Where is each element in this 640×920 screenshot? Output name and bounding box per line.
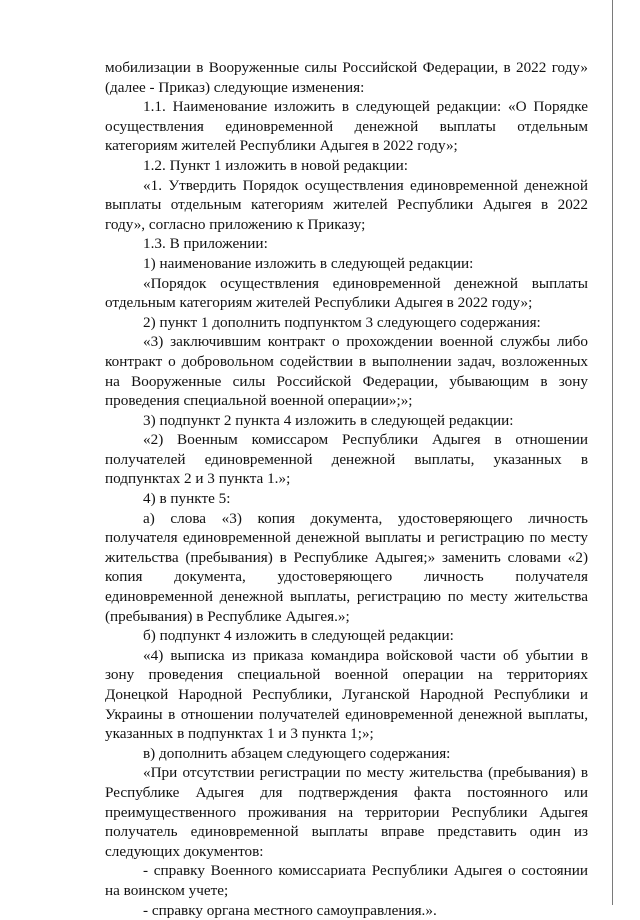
document-body xyxy=(105,58,588,920)
paragraph: «3) заключившим контракт о прохождении военной службы либо контракт о добровольном содействии в выполнении задач, возложенных на Вооруженные силы Российской Федерации, убывающим в зону проведения специальной военной операции»;»; xyxy=(105,333,588,410)
paragraph: 1) наименование изложить в следующей редакции: xyxy=(143,254,474,272)
paragraph: б) подпункт 4 изложить в следующей редакции: xyxy=(143,627,454,645)
paragraph: 1.1. Наименование изложить в следующей редакции: «О Порядке осуществления единовременной денежной выплаты отдельным категориям жителей Республики Адыгея в 2022 году»; xyxy=(105,98,588,155)
paragraph: «4) выписка из приказа командира войсковой части об убытии в зону проведения специальной военной операции на территориях Донецкой Народной Республики, Луганской Народной Республики и Украины в отношении получателей единовременной денежной выплаты, указанных в подпунктах 1 и 3 пункта 1;»; xyxy=(105,646,588,743)
paragraph: 2) пункт 1 дополнить подпунктом 3 следующего содержания: xyxy=(143,313,541,331)
paragraph: 3) подпункт 2 пункта 4 изложить в следующей редакции: xyxy=(143,411,514,429)
paragraph: а) слова «3) копия документа, удостоверяющего личность получателя единовременной денежной выплаты и регистрацию по месту жительства (пребывания) в Республике Адыгея;» заменить словами «2) копия документа, удостоверяющего личность получателя единовременной денежной выплаты, регистрацию по месту жительства (пребывания) в Республике Адыгея.»; xyxy=(105,509,588,625)
paragraph: в) дополнить абзацем следующего содержания: xyxy=(143,744,451,762)
paragraph: мобилизации в Вооруженные силы Российской Федерации, в 2022 году» (далее - Приказ) следующие изменения: xyxy=(105,59,588,96)
paragraph: 4) в пункте 5: xyxy=(143,490,231,508)
paragraph: - справку органа местного самоуправления.». xyxy=(143,901,437,919)
paragraph: «Порядок осуществления единовременной денежной выплаты отдельным категориям жителей Республики Адыгея в 2022 году»; xyxy=(105,274,588,312)
paragraph: 1.2. Пункт 1 изложить в новой редакции: xyxy=(143,156,409,174)
paragraph: «1. Утвердить Порядок осуществления единовременной денежной выплаты отдельным категориям жителей Республики Адыгея в 2022 году», согласно приложению к Приказу; xyxy=(105,176,588,233)
paragraph: 1.3. В приложении: xyxy=(143,235,268,253)
paragraph: «При отсутствии регистрации по месту жительства (пребывания) в Республике Адыгея для подтверждения факта постоянного или преимущественного проживания на территории Республики Адыгея получатель единовременной выплаты вправе представить один из следующих документов: xyxy=(105,764,588,860)
paragraph: - справку Военного комиссариата Республики Адыгея о состоянии на воинском учете; xyxy=(105,862,588,899)
paragraph: «2) Военным комиссаром Республики Адыгея в отношении получателей единовременной денежной выплаты, указанных в подпунктах 2 и 3 пункта 1.»; xyxy=(105,431,588,488)
scan-edge-line xyxy=(612,0,613,905)
